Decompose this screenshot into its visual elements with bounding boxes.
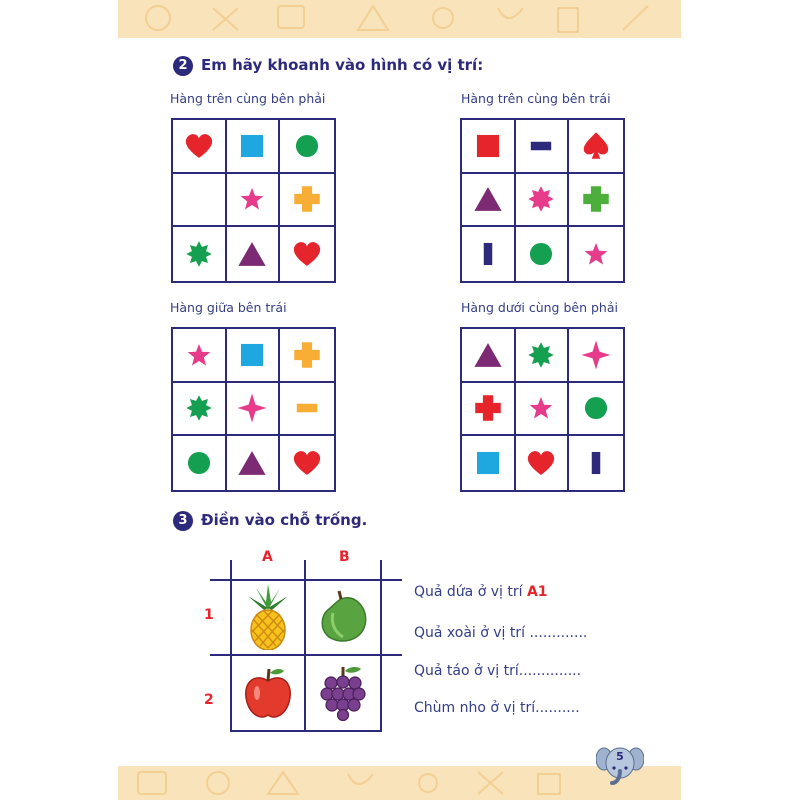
cross-icon xyxy=(290,338,324,372)
grid-4-cell-6[interactable] xyxy=(569,383,623,437)
grid-4-cell-4[interactable] xyxy=(462,383,516,437)
circle-icon xyxy=(524,237,558,271)
pineapple-icon xyxy=(240,584,296,650)
grid-1-cell-1[interactable] xyxy=(173,120,227,174)
grid-extension-line xyxy=(304,560,306,579)
grid-1-cell-4[interactable] xyxy=(173,174,227,228)
fruit-cell-a1 xyxy=(232,581,306,656)
fruit-cell-b2 xyxy=(306,656,380,731)
row-header-1: 1 xyxy=(204,607,214,623)
grid-3-cell-3[interactable] xyxy=(280,329,334,383)
grid-extension-line xyxy=(382,579,402,581)
grid-1-cell-5[interactable] xyxy=(227,174,281,228)
answer-line-2 xyxy=(414,625,587,641)
workbook-page xyxy=(118,0,681,800)
column-header-b: B xyxy=(339,549,350,565)
fruit-cell-a2 xyxy=(232,656,306,731)
apple-icon xyxy=(242,665,294,721)
grid-2-cell-8[interactable] xyxy=(516,227,570,281)
fruit-grid xyxy=(230,579,382,732)
dash-icon xyxy=(290,391,324,425)
answer-line-3-text: Quả táo ở vị trí.............. xyxy=(414,663,582,679)
grid-1-cell-7[interactable] xyxy=(173,227,227,281)
grid-2-cell-3[interactable] xyxy=(569,120,623,174)
sparkle-icon xyxy=(579,338,613,372)
grid-extension-line xyxy=(210,654,230,656)
mango-icon xyxy=(315,587,371,647)
grid-2-cell-2[interactable] xyxy=(516,120,570,174)
burst-icon xyxy=(524,338,558,372)
answer-line-3 xyxy=(414,663,581,679)
grid-3-cell-6[interactable] xyxy=(280,383,334,437)
bar-icon xyxy=(471,237,505,271)
triangle-icon xyxy=(235,237,269,271)
grid-3-cell-7[interactable] xyxy=(173,436,227,490)
circle-icon xyxy=(182,446,216,480)
grid-2-cell-5[interactable] xyxy=(516,174,570,228)
burst-icon xyxy=(524,182,558,216)
circle-icon xyxy=(290,129,324,163)
grid-4-cell-8[interactable] xyxy=(516,436,570,490)
grid-4-cell-1[interactable] xyxy=(462,329,516,383)
star-icon xyxy=(182,338,216,372)
grid-4-cell-9[interactable] xyxy=(569,436,623,490)
star-icon xyxy=(235,182,269,216)
burst-icon xyxy=(182,391,216,425)
grid-2-cell-1[interactable] xyxy=(462,120,516,174)
star-icon xyxy=(524,391,558,425)
grid-2-cell-7[interactable] xyxy=(462,227,516,281)
bar-icon xyxy=(579,446,613,480)
cross-icon xyxy=(471,391,505,425)
dash-icon xyxy=(524,129,558,163)
heart-icon xyxy=(524,446,558,480)
heart-icon xyxy=(290,237,324,271)
heart-icon xyxy=(290,446,324,480)
square-icon xyxy=(235,129,269,163)
grid-1-cell-2[interactable] xyxy=(227,120,281,174)
grid-2-cell-9[interactable] xyxy=(569,227,623,281)
grid-4-cell-2[interactable] xyxy=(516,329,570,383)
header-band xyxy=(118,0,681,38)
grid-extension-line xyxy=(210,579,230,581)
spade-icon xyxy=(579,129,613,163)
grid-2-cell-6[interactable] xyxy=(569,174,623,228)
grid-1-cell-8[interactable] xyxy=(227,227,281,281)
grid-extension-line xyxy=(380,560,382,579)
triangle-icon xyxy=(471,182,505,216)
answer-line-4 xyxy=(414,700,580,716)
cross-icon xyxy=(579,182,613,216)
grid-1-cell-6[interactable] xyxy=(280,174,334,228)
grapes-icon xyxy=(319,665,367,721)
square-icon xyxy=(471,446,505,480)
answer-line-1 xyxy=(414,584,548,600)
shape-grid-3 xyxy=(171,327,336,492)
elephant-page-badge-icon xyxy=(596,739,644,787)
answer-line-1-answer: A1 xyxy=(526,584,548,600)
triangle-icon xyxy=(235,446,269,480)
grid-3-cell-8[interactable] xyxy=(227,436,281,490)
circle-icon xyxy=(579,391,613,425)
fruit-cell-b1 xyxy=(306,581,380,656)
heart-icon xyxy=(182,129,216,163)
grid-3-cell-2[interactable] xyxy=(227,329,281,383)
grid-4-caption: Hàng dưới cùng bên phải xyxy=(461,300,618,315)
column-header-a: A xyxy=(262,549,273,565)
grid-2-cell-4[interactable] xyxy=(462,174,516,228)
answer-line-2-text: Quả xoài ở vị trí ............. xyxy=(414,625,588,641)
burst-icon xyxy=(182,237,216,271)
grid-3-caption: Hàng giữa bên trái xyxy=(170,300,287,315)
triangle-icon xyxy=(471,338,505,372)
grid-1-caption: Hàng trên cùng bên phải xyxy=(170,91,326,106)
grid-2-caption: Hàng trên cùng bên trái xyxy=(461,91,611,106)
grid-3-cell-1[interactable] xyxy=(173,329,227,383)
grid-extension-line xyxy=(230,560,232,579)
doodle-pattern-icon xyxy=(118,0,681,38)
star-icon xyxy=(579,237,613,271)
question-2-title: Em hãy khoanh vào hình có vị trí: xyxy=(201,56,484,74)
answer-line-1-text: Quả dứa ở vị trí xyxy=(414,584,527,600)
shape-grid-2 xyxy=(460,118,625,283)
shape-grid-1 xyxy=(171,118,336,283)
grid-3-cell-9[interactable] xyxy=(280,436,334,490)
grid-3-cell-4[interactable] xyxy=(173,383,227,437)
question-3-number-badge: 3 xyxy=(173,511,193,531)
square-icon xyxy=(235,338,269,372)
cross-icon xyxy=(290,182,324,216)
grid-4-cell-7[interactable] xyxy=(462,436,516,490)
page-number: 5 xyxy=(616,750,624,763)
shape-grid-4 xyxy=(460,327,625,492)
grid-1-cell-3[interactable] xyxy=(280,120,334,174)
grid-extension-line xyxy=(382,654,402,656)
question-2-number-badge: 2 xyxy=(173,56,193,76)
grid-4-cell-5[interactable] xyxy=(516,383,570,437)
grid-1-cell-9[interactable] xyxy=(280,227,334,281)
sparkle-icon xyxy=(235,391,269,425)
grid-4-cell-3[interactable] xyxy=(569,329,623,383)
question-3-title: Điền vào chỗ trống. xyxy=(201,511,368,529)
grid-3-cell-5[interactable] xyxy=(227,383,281,437)
row-header-2: 2 xyxy=(204,692,214,708)
answer-line-4-text: Chùm nho ở vị trí.......... xyxy=(414,700,580,716)
square-icon xyxy=(471,129,505,163)
